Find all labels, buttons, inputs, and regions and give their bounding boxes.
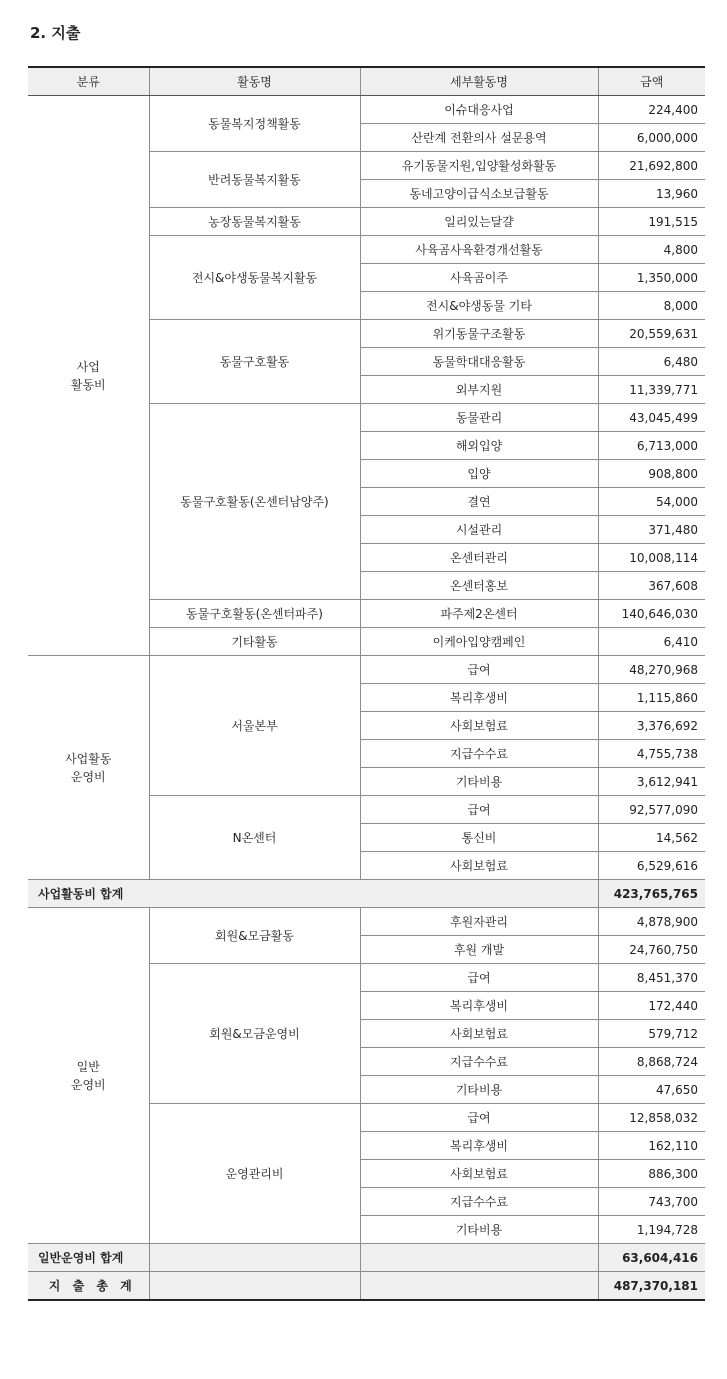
business-total-row <box>28 880 705 908</box>
amount-cell: 8,000 <box>598 292 705 320</box>
general-total-row <box>28 1244 705 1272</box>
amount-cell: 43,045,499 <box>598 404 705 432</box>
detail-cell: 급여 <box>360 796 598 824</box>
amount-cell: 140,646,030 <box>598 600 705 628</box>
detail-cell: 동물학대대응활동 <box>360 348 598 376</box>
detail-cell: 동물관리 <box>360 404 598 432</box>
amount-cell: 12,858,032 <box>598 1104 705 1132</box>
activity-cell: 동물구호활동(온센터파주) <box>149 600 360 628</box>
detail-cell: 온센터홍보 <box>360 572 598 600</box>
amount-cell: 1,194,728 <box>598 1216 705 1244</box>
amount-cell: 6,480 <box>598 348 705 376</box>
amount-cell: 3,612,941 <box>598 768 705 796</box>
activity-cell: N온센터 <box>149 796 360 880</box>
detail-cell: 기타비용 <box>360 768 598 796</box>
detail-cell: 복리후생비 <box>360 684 598 712</box>
amount-cell: 172,440 <box>598 992 705 1020</box>
amount-cell: 579,712 <box>598 1020 705 1048</box>
detail-cell: 해외입양 <box>360 432 598 460</box>
amount-cell: 54,000 <box>598 488 705 516</box>
amount-cell: 191,515 <box>598 208 705 236</box>
category-label-line: 사업활동 <box>65 751 112 766</box>
detail-cell: 급여 <box>360 1104 598 1132</box>
activity-cell: 기타활동 <box>149 628 360 656</box>
amount-cell: 13,960 <box>598 180 705 208</box>
amount-cell: 1,350,000 <box>598 264 705 292</box>
grand-total-row <box>28 1272 705 1301</box>
grand-total-row-amount: 487,370,181 <box>598 1272 705 1301</box>
table-header-row <box>28 67 705 96</box>
detail-cell: 지급수수료 <box>360 740 598 768</box>
amount-cell: 743,700 <box>598 1188 705 1216</box>
grand-total-row-empty-activity <box>149 1272 360 1301</box>
activity-cell: 운영관리비 <box>149 1104 360 1244</box>
amount-cell: 4,800 <box>598 236 705 264</box>
detail-cell: 사회보험료 <box>360 712 598 740</box>
amount-cell: 4,755,738 <box>598 740 705 768</box>
header-activity: 활동명 <box>149 67 360 96</box>
activity-cell: 반려동물복지활동 <box>149 152 360 208</box>
amount-cell: 21,692,800 <box>598 152 705 180</box>
amount-cell: 4,878,900 <box>598 908 705 936</box>
activity-cell: 농장동물복지활동 <box>149 208 360 236</box>
detail-cell: 온센터관리 <box>360 544 598 572</box>
activity-cell: 전시&야생동물복지활동 <box>149 236 360 320</box>
amount-cell: 24,760,750 <box>598 936 705 964</box>
amount-cell: 908,800 <box>598 460 705 488</box>
detail-cell: 복리후생비 <box>360 992 598 1020</box>
detail-cell: 사육곰사육환경개선활동 <box>360 236 598 264</box>
general-total-row-empty-detail <box>360 1244 598 1272</box>
grand-total-row-empty-detail <box>360 1272 598 1301</box>
amount-cell: 11,339,771 <box>598 376 705 404</box>
detail-cell: 이슈대응사업 <box>360 96 598 124</box>
amount-cell: 92,577,090 <box>598 796 705 824</box>
detail-cell: 산란계 전환의사 설문용역 <box>360 124 598 152</box>
amount-cell: 47,650 <box>598 1076 705 1104</box>
amount-cell: 3,376,692 <box>598 712 705 740</box>
table-body <box>28 96 705 1301</box>
amount-cell: 367,608 <box>598 572 705 600</box>
amount-cell: 224,400 <box>598 96 705 124</box>
general-total-row-empty-activity <box>149 1244 360 1272</box>
detail-cell: 결연 <box>360 488 598 516</box>
expense-table <box>28 66 705 1301</box>
category-label-line: 일반 <box>76 1059 100 1074</box>
amount-cell: 371,480 <box>598 516 705 544</box>
detail-cell: 동네고양이급식소보급활동 <box>360 180 598 208</box>
detail-cell: 시설관리 <box>360 516 598 544</box>
amount-cell: 10,008,114 <box>598 544 705 572</box>
amount-cell: 6,000,000 <box>598 124 705 152</box>
operations-category-cell <box>28 656 149 880</box>
header-amount: 금액 <box>598 67 705 96</box>
category-label-line: 활동비 <box>70 377 106 392</box>
section-title: 2. 지출 <box>30 24 81 42</box>
general-category-cell <box>28 908 149 1244</box>
activity-cell: 동물구호활동(온센터남양주) <box>149 404 360 600</box>
business-total-label: 사업활동비 합계 <box>28 880 598 908</box>
detail-cell: 후원자관리 <box>360 908 598 936</box>
detail-cell: 급여 <box>360 656 598 684</box>
detail-cell: 외부지원 <box>360 376 598 404</box>
table-row <box>28 908 705 936</box>
activity-cell: 회원&모금운영비 <box>149 964 360 1104</box>
category-label-line: 사업 <box>76 359 100 374</box>
category-label-line: 운영비 <box>70 1077 106 1092</box>
table-row <box>28 96 705 124</box>
detail-cell: 입양 <box>360 460 598 488</box>
header-category: 분류 <box>28 67 149 96</box>
amount-cell: 8,451,370 <box>598 964 705 992</box>
activity-cell: 서울본부 <box>149 656 360 796</box>
amount-cell: 8,868,724 <box>598 1048 705 1076</box>
detail-cell: 후원 개발 <box>360 936 598 964</box>
detail-cell: 사회보험료 <box>360 1160 598 1188</box>
detail-cell: 기타비용 <box>360 1216 598 1244</box>
category-label-line: 운영비 <box>70 769 106 784</box>
detail-cell: 기타비용 <box>360 1076 598 1104</box>
table-row <box>28 656 705 684</box>
detail-cell: 급여 <box>360 964 598 992</box>
detail-cell: 위기동물구조활동 <box>360 320 598 348</box>
amount-cell: 6,713,000 <box>598 432 705 460</box>
detail-cell: 사육곰이주 <box>360 264 598 292</box>
detail-cell: 전시&야생동물 기타 <box>360 292 598 320</box>
detail-cell: 일리있는달걀 <box>360 208 598 236</box>
general-total-row-label: 일반운영비 합계 <box>28 1244 149 1272</box>
amount-cell: 6,410 <box>598 628 705 656</box>
amount-cell: 48,270,968 <box>598 656 705 684</box>
business-category-cell <box>28 96 149 656</box>
detail-cell: 유기동물지원,입양활성화활동 <box>360 152 598 180</box>
detail-cell: 복리후생비 <box>360 1132 598 1160</box>
amount-cell: 20,559,631 <box>598 320 705 348</box>
amount-cell: 1,115,860 <box>598 684 705 712</box>
header-detail: 세부활동명 <box>360 67 598 96</box>
grand-total-row-label: 지 출 총 계 <box>28 1272 149 1301</box>
detail-cell: 지급수수료 <box>360 1188 598 1216</box>
detail-cell: 이케아입양캠페인 <box>360 628 598 656</box>
amount-cell: 162,110 <box>598 1132 705 1160</box>
detail-cell: 통신비 <box>360 824 598 852</box>
business-total-amount: 423,765,765 <box>598 880 705 908</box>
activity-cell: 회원&모금활동 <box>149 908 360 964</box>
activity-cell: 동물복지정책활동 <box>149 96 360 152</box>
detail-cell: 지급수수료 <box>360 1048 598 1076</box>
detail-cell: 사회보험료 <box>360 1020 598 1048</box>
amount-cell: 14,562 <box>598 824 705 852</box>
detail-cell: 파주제2온센터 <box>360 600 598 628</box>
amount-cell: 6,529,616 <box>598 852 705 880</box>
general-total-row-amount: 63,604,416 <box>598 1244 705 1272</box>
detail-cell: 사회보험료 <box>360 852 598 880</box>
activity-cell: 동물구호활동 <box>149 320 360 404</box>
amount-cell: 886,300 <box>598 1160 705 1188</box>
